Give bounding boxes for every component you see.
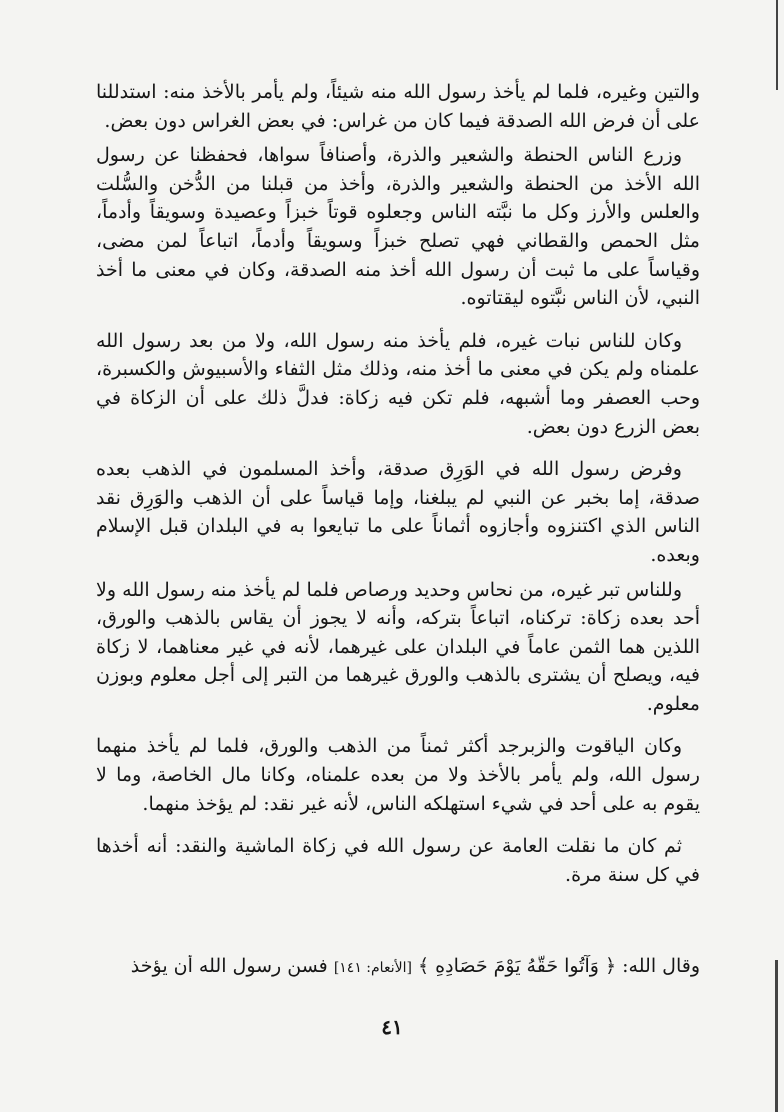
scan-edge-top [776, 0, 778, 90]
scan-edge-bottom [775, 960, 778, 1112]
paragraph-4: وفرض رسول الله في الوَرِق صدقة، وأخذ المسلمون في الذهب بعده صدقة، إما بخبر عن النبي لم يبلغنا، وإما قياساً على أن الذهب والوَرِق نقد الناس الذي اكتنزوه وأجازوه أثماناً على ما تبايعوا به في البلدان قبل الإسلام وبعده. [96, 458, 700, 566]
citation-text-before: وقال الله: ﴿ وَآتُوا حَقَّهُ يَوْمَ حَصَادِهِ ﴾ [417, 955, 700, 977]
paragraph-7: ثم كان ما نقلت العامة عن رسول الله في زكاة الماشية والنقد: أنه أخذها في كل سنة مرة. [96, 835, 700, 886]
paragraph-2: وزرع الناس الحنطة والشعير والذرة، وأصنافاً سواها، فحفظنا عن رسول الله الأخذ من الحنطة والشعير والذرة، وأخذ من قبلنا من الدُّخن والسُّلت والعلس والأرز وكل ما نبَّته الناس وجعلوه قوتاً خبزاً وعصيدة وسويقاً وأدماً، مثل الحمص والقطاني فهي تصلح خبزاً وسويقاً وأدماً، اتباعاً لمن مضى، وقياساً على ما ثبت أن رسول الله أخذ منه الصدقة، وكان في معنى ما أخذ النبي، لأن الناس نبَّتوه ليقتاتوه. [96, 144, 700, 310]
surah-reference: [الأنعام: ١٤١] [333, 960, 412, 976]
citation-text-after: فسن رسول الله أن يؤخذ [130, 955, 328, 977]
paragraph-3: وكان للناس نبات غيره، فلم يأخذ منه رسول الله، ولا من بعد رسول الله علمناه ولم يكن في معنى ما أخذ منه، وذلك مثل الثفاء والأسبيوش والكسبرة، وحب العصفر وما أشبهه، فلم تكن فيه زكاة: فدلَّ ذلك على أن الزكاة في بعض الزرع دون بعض. [96, 329, 700, 438]
paragraph-1: والتين وغيره، فلما لم يأخذ رسول الله منه شيئاً، ولم يأمر بالأخذ منه: استدللنا على أن فرض الله الصدقة فيما كان من غراس: في بعض الغراس دون بعض. [96, 81, 700, 132]
quran-citation-line [80, 955, 700, 977]
page-number: ٤١ [381, 1015, 403, 1039]
paragraph-5: وللناس تبر غيره، من نحاس وحديد ورصاص فلما لم يأخذ منه رسول الله ولا أحد بعده زكاة: تركناه، اتباعاً بتركه، وأنه لا يجوز أن يقاس بالذهب والورق، اللذين هما الثمن عاماً في البلدان على غيرهما، لأنه في غير معناهما، لا زكاة فيه، ويصلح أن يشترى بالذهب والورق غيرهما من التبر إلى أجل معلوم وبوزن معلوم. [96, 578, 700, 715]
body-text [96, 78, 700, 903]
paragraph-6: وكان الياقوت والزبرجد أكثر ثمناً من الذهب والورق، فلما لم يأخذ منهما رسول الله، ولم يأمر بالأخذ ولا من بعده علمناه، وكانا مال الخاصة، وما لا يقوم به على أحد في شيء استهلكه الناس، لأنه غير نقد: لم يؤخذ منهما. [96, 735, 700, 815]
